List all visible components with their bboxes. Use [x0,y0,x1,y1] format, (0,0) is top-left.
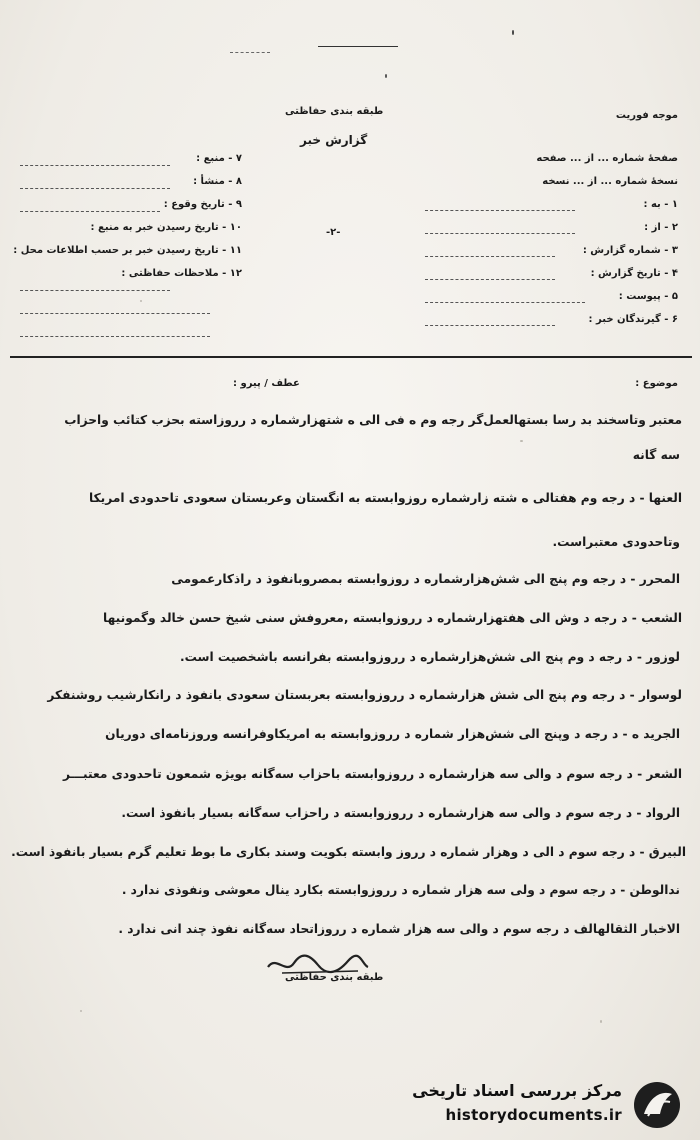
paper-speck [520,440,523,442]
ink-mark [385,74,387,78]
subject-label: موضوع : [635,378,678,389]
field-security-notes: ۱۲ - ملاحظات حفاظتی : [121,268,242,279]
field-receipt-date: ۱۰ - تاریخ رسیدن خبر به منبع : [90,222,242,233]
field-copy-number: نسخهٔ شماره ... از ... نسخه [542,176,678,187]
body-line: لوزور - د رجه د وم پنج الی شش‌هزارشماره د رروزوابسته بفرانسه باشخصیت است. [179,650,680,664]
header-rule [318,46,398,47]
field-local-receipt-date: ۱۱ - تاریخ رسیدن خبر بر حسب اطلاعات محل : [13,245,242,256]
field-attachment: ۵ - پیوست : [618,291,678,302]
paper-speck [600,1020,602,1023]
classification-label: طبقه بندی حفاظتی [285,106,384,117]
body-line: الاخبار الثقالهالف د رجه سوم د والی سه هزار شماره د رروزاتحاد سه‌گانه نفوذ چند انی ندارد . [118,922,680,936]
report-title: گزارش خبر [300,133,368,147]
field-recipients: ۶ - گیرندگان خبر : [588,314,678,325]
field-report-date: ۴ - تاریخ گزارش : [590,268,678,279]
reference-label: عطف / پیرو : [233,378,300,389]
fill-line [20,165,170,166]
fill-line [20,313,210,314]
archive-logo-icon [632,1080,682,1130]
body-line: المحرر - د رجه وم پنج الی شش‌هزارشماره د روزوابسته بمصروبانفوذ د راذکارعمومی [171,572,680,586]
field-source: ۷ - منبع : [196,153,242,164]
field-event-date: ۹ - تاریخ وقوع : [163,199,242,210]
fill-line [20,336,210,337]
body-line: العنها - د رجه وم هفتالی ه شته زارشماره روزوابسته به انگستان وعربستان سعودی تاحدودی امریکا [89,491,682,505]
fill-line [425,302,585,303]
body-line: سه گانه [632,448,680,462]
body-line: معتبر وتاسخند بد رسا بستهالعمل‌گر رجه وم ه فی الی ه شتهزارشماره د رروزاسته بحزب کتائب واحزاب [64,413,682,427]
fill-line [425,325,555,326]
body-line: ندالوطن - د رجه سوم د ولی سه هزار شماره د رروزوابسته بکارد ینال معوشی ونفوذی ندارد . [121,883,680,897]
fill-line [425,256,555,257]
body-line: البیرق - د رجه سوم د الی د وهزار شماره د رروز وابسته بکویت وسند بکاری ما بوط تعلیم گرم بسیار بانفوذ است. [11,845,686,859]
fill-line [20,290,170,291]
fill-line [20,188,170,189]
ink-mark [512,30,514,35]
fill-line [20,211,160,212]
paper-speck [80,1010,82,1012]
archive-url[interactable]: historydocuments.ir [445,1106,622,1124]
header-rule-dashed [230,52,270,53]
body-line: الشعب - د رجه د وش الی هفتهزارشماره د رروزوابسته ,معروفش سنی شیخ حسن خالد وگمونیها [103,611,682,625]
body-line: وتاحدودی معتبراست. [552,535,680,549]
field-report-number: ۳ - شماره گزارش : [582,245,678,256]
fill-line [425,233,575,234]
body-line: الرواد - د رجه سوم د والی سه هزارشماره د رروزوابسته د راحزاب سه‌گانه بسیار بانفوذ است. [121,806,680,820]
body-line: الجرید ه - د رجه د وپنج الی شش‌هزار شماره د رروزوابسته به امریکاوفرانسه وروزنامه‌ای دوریان [105,727,680,741]
fill-line [425,210,575,211]
field-from: ۲ - از : [644,222,678,233]
field-to: ۱ - به : [643,199,678,210]
header-divider [10,356,692,358]
body-line: الشعر - د رجه سوم د والی سه هزارشماره د رروزوابسته باحزاب سه‌گانه بویژه شمعون تاحدودی معتبـــر [62,767,682,781]
paper-speck [140,300,142,302]
page-number: -۲- [326,227,341,238]
urgency-label: موجه فوریت [615,110,678,121]
archive-name: مرکز بررسی اسناد تاریخی [412,1081,622,1100]
field-origin: ۸ - منشأ : [193,176,242,187]
fill-line [425,279,555,280]
footer-classification-label: طبقه بندی حفاظتی [285,972,384,983]
field-page-number: صفحهٔ شماره ... از ... صفحه [536,153,678,164]
body-line: لوسوار - د رجه وم پنج الی شش هزارشماره د رروزوابسته بعربستان سعودی بانفوذ د رانکارشیب روشنفکر [47,688,682,702]
